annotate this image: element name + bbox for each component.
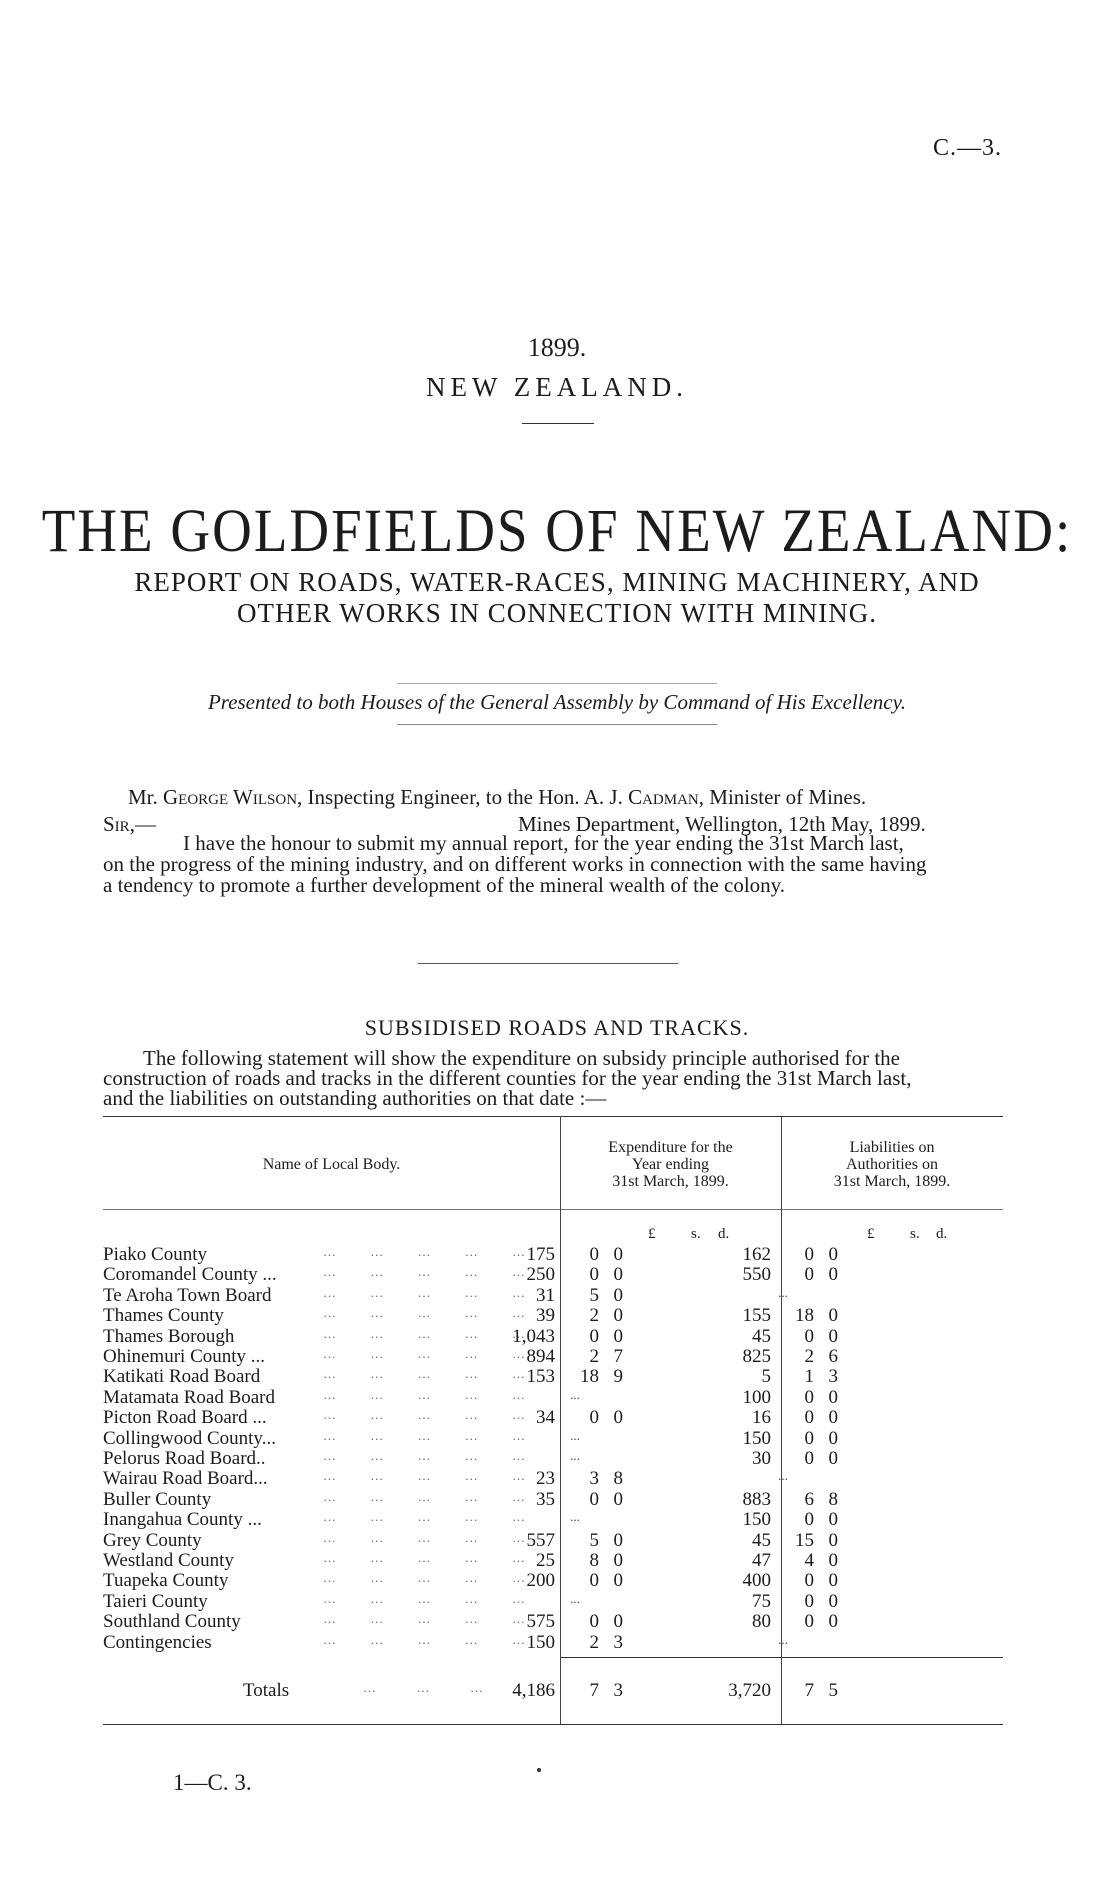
amount-pounds: 250: [526, 1264, 555, 1286]
leader-dots: … … … … …: [323, 1244, 528, 1259]
amount-pence: 3: [828, 1366, 838, 1388]
amount-shillings: 18: [795, 1305, 814, 1327]
column-header-name: Name of Local Body.: [262, 1156, 401, 1173]
amount-pounds: 155: [742, 1305, 771, 1327]
local-body-name: Wairau Road Board...: [103, 1468, 268, 1490]
local-body-name: Contingencies: [103, 1631, 212, 1653]
amount-shillings: 6: [804, 1488, 814, 1510]
local-body-name: Picton Road Board ...: [103, 1407, 267, 1429]
amount-pence: 0: [828, 1590, 838, 1612]
unit-pence: d.: [718, 1226, 730, 1242]
leader-dots: … … … … …: [323, 1366, 528, 1382]
leader-dots: … … …: [363, 1680, 486, 1695]
amount-shillings: 0: [804, 1386, 814, 1408]
amount-pounds: 16: [752, 1407, 771, 1429]
column-header-line: 31st March, 1899.: [612, 1173, 729, 1190]
local-body-name: Inangahua County ...: [103, 1509, 262, 1531]
amount-pounds: 80: [752, 1611, 771, 1633]
leader-dots: … … … … …: [323, 1386, 528, 1402]
amount-pence: 8: [828, 1488, 838, 1510]
table-row: [103, 1550, 1003, 1570]
leader-dots: … … … … …: [323, 1590, 528, 1606]
amount-pence: 0: [828, 1509, 838, 1531]
amount-pence: 0: [613, 1264, 623, 1286]
table-row: [103, 1509, 1003, 1529]
amount-pounds: 162: [742, 1244, 771, 1265]
amount-shillings: 0: [589, 1488, 599, 1510]
leader-dots: … … … … …: [323, 1448, 528, 1463]
local-body-name: Piako County: [103, 1244, 207, 1265]
local-body-name: Coromandel County ...: [103, 1264, 277, 1286]
table-row: [103, 1407, 1003, 1427]
amount-pounds: 100: [742, 1386, 771, 1408]
amount-shillings: 7: [589, 1680, 599, 1701]
leader-dots: … … … … …: [323, 1529, 528, 1545]
table-row: [103, 1611, 1003, 1631]
table-row: [103, 1346, 1003, 1366]
amount-pounds: 5: [761, 1366, 771, 1388]
amount-pounds: 550: [742, 1264, 771, 1286]
local-body-name: Thames Borough: [103, 1325, 235, 1347]
table-row: [103, 1570, 1003, 1590]
amount-pounds: 34: [536, 1407, 555, 1429]
column-header-expenditure: [560, 1139, 781, 1190]
amount-shillings: 7: [804, 1680, 814, 1701]
letter-body-line: a tendency to promote a further development of the mineral wealth of the colony.: [103, 873, 786, 897]
leader-dots: … … … … …: [323, 1509, 528, 1525]
table-row: [103, 1448, 1003, 1468]
local-body-name: Matamata Road Board: [103, 1386, 276, 1408]
amount-shillings: 0: [804, 1590, 814, 1612]
amount-pounds: 3,720: [728, 1680, 771, 1701]
leader-dots: … … … … …: [323, 1346, 528, 1361]
amount-pence: 0: [613, 1611, 623, 1633]
amount-pounds: 575: [526, 1611, 555, 1633]
amount-shillings: 0: [804, 1611, 814, 1633]
table-row: [103, 1428, 1003, 1448]
amount-shillings: 1: [804, 1366, 814, 1388]
amount-pounds: 25: [536, 1550, 555, 1571]
amount-pounds: 47: [752, 1550, 771, 1571]
amount-pounds: 30: [752, 1448, 771, 1469]
salutation-tail: ,—: [129, 812, 156, 836]
leader-dots: … … … … …: [323, 1570, 528, 1586]
amount-pence: 6: [828, 1346, 838, 1367]
leader-dots: … … … … …: [323, 1284, 528, 1300]
table-row: [103, 1326, 1003, 1346]
amount-shillings: 0: [804, 1427, 814, 1449]
not-applicable-mark: ...: [570, 1448, 580, 1463]
not-applicable-mark: ...: [570, 1427, 580, 1443]
table-row: [103, 1264, 1003, 1284]
letter-body-line: on the progress of the mining industry, and on different works in connection with the same having: [103, 852, 927, 876]
letter-address: [128, 785, 866, 810]
amount-pence: 0: [828, 1448, 838, 1469]
amount-shillings: 5: [589, 1529, 599, 1551]
amount-shillings: 0: [804, 1448, 814, 1469]
report-subtitle-line: OTHER WORKS IN CONNECTION WITH MINING.: [237, 598, 877, 628]
amount-shillings: 2: [589, 1305, 599, 1327]
country-heading: NEW ZEALAND.: [426, 372, 688, 402]
divider: [418, 963, 678, 964]
amount-shillings: 0: [589, 1570, 599, 1592]
local-body-name: Tuapeka County: [103, 1570, 229, 1592]
amount-pounds: 45: [752, 1529, 771, 1551]
amount-shillings: 0: [589, 1407, 599, 1429]
leader-dots: … … … … …: [323, 1427, 528, 1443]
page-mark: [537, 1768, 541, 1772]
section-intro-line: construction of roads and tracks in the different counties for the year ending the 31st March last,: [103, 1066, 912, 1090]
totals-row: [103, 1680, 1003, 1700]
unit-pound: £: [867, 1226, 875, 1242]
recipient-initials: A. J.: [583, 785, 623, 809]
amount-pounds: 825: [742, 1346, 771, 1367]
amount-shillings: 4: [804, 1550, 814, 1571]
amount-shillings: 2: [589, 1631, 599, 1653]
leader-dots: … … … … …: [323, 1407, 528, 1423]
section-intro-line: The following statement will show the expenditure on subsidy principle authorised for the: [143, 1046, 901, 1070]
amount-pounds: 35: [536, 1488, 555, 1510]
amount-pence: 0: [613, 1529, 623, 1551]
amount-shillings: 0: [804, 1407, 814, 1429]
amount-pounds: 150: [742, 1427, 771, 1449]
report-year: 1899.: [527, 333, 587, 362]
divider: [397, 724, 717, 725]
column-header-liabilities: [781, 1139, 1003, 1190]
table-row: [103, 1468, 1003, 1488]
table-row: [103, 1591, 1003, 1611]
letter-body-line: I have the honour to submit my annual report, for the year ending the 31st March last,: [183, 831, 904, 855]
leader-dots: … … … … …: [323, 1305, 528, 1321]
leader-dots: … … … … …: [323, 1264, 528, 1280]
unit-shillings: s.: [691, 1226, 701, 1242]
amount-pence: 0: [828, 1550, 838, 1571]
amount-shillings: 0: [589, 1325, 599, 1347]
recipient-role: , Minister of Mines.: [698, 785, 867, 809]
leader-dots: … … … … …: [323, 1488, 528, 1504]
not-applicable-mark: ...: [778, 1284, 788, 1300]
divider: [397, 683, 717, 684]
amount-pounds: 23: [536, 1468, 555, 1490]
sender-role: , Inspecting Engineer, to the Hon.: [297, 785, 580, 809]
amount-pounds: 200: [526, 1570, 555, 1592]
column-header-line: Expenditure for the: [608, 1139, 733, 1156]
table-row: [103, 1489, 1003, 1509]
recipient-name: Cadman: [628, 785, 699, 809]
report-subtitle: [0, 567, 1114, 629]
amount-pence: 0: [828, 1427, 838, 1449]
amount-pounds: 883: [742, 1488, 771, 1510]
presented-statement: Presented to both Houses of the General Assembly by Command of His Excellency.: [207, 690, 907, 714]
amount-pence: 0: [828, 1386, 838, 1408]
amount-pence: 3: [613, 1680, 623, 1701]
table-row: [103, 1530, 1003, 1550]
totals-label: Totals: [243, 1680, 290, 1701]
amount-shillings: 3: [589, 1468, 599, 1490]
sender-name: George Wilson: [163, 785, 298, 809]
report-title: THE GOLDFIELDS OF NEW ZEALAND:: [41, 496, 1073, 565]
letter-dateline: Mines Department, Wellington, 12th May, 1899.: [518, 812, 926, 836]
amount-shillings: 2: [589, 1346, 599, 1367]
local-body-name: Taieri County: [103, 1590, 208, 1612]
not-applicable-mark: ...: [570, 1509, 580, 1525]
amount-pence: 0: [613, 1407, 623, 1429]
amount-pence: 9: [613, 1366, 623, 1388]
amount-pence: 0: [613, 1570, 623, 1592]
amount-shillings: 0: [804, 1244, 814, 1265]
paper-reference: C.—3.: [932, 135, 1002, 161]
table-header-rule: [103, 1209, 1003, 1210]
leader-dots: … … … … …: [323, 1325, 528, 1341]
amount-pence: 0: [828, 1529, 838, 1551]
amount-shillings: 2: [804, 1346, 814, 1367]
amount-pence: 0: [613, 1305, 623, 1327]
divider: [522, 423, 594, 424]
local-body-name: Katikati Road Board: [103, 1366, 261, 1388]
unit-pence: d.: [936, 1226, 948, 1242]
table-bottom-rule: [103, 1724, 1003, 1725]
table-row: [103, 1285, 1003, 1305]
footer-signature: 1—C. 3.: [173, 1770, 252, 1795]
amount-pounds: 400: [742, 1570, 771, 1592]
amount-shillings: 0: [804, 1264, 814, 1286]
amount-pence: 7: [613, 1346, 623, 1367]
table-row: [103, 1632, 1003, 1652]
amount-pounds: 31: [536, 1284, 555, 1306]
not-applicable-mark: ...: [778, 1468, 788, 1484]
amount-pounds: 39: [536, 1305, 555, 1327]
not-applicable-mark: ...: [778, 1631, 788, 1647]
amount-pounds: 4,186: [512, 1680, 555, 1701]
column-header-line: Year ending: [631, 1156, 710, 1173]
amount-shillings: 0: [589, 1244, 599, 1265]
unit-shillings: s.: [910, 1226, 920, 1242]
amount-shillings: 0: [589, 1611, 599, 1633]
column-header-line: Authorities on: [846, 1156, 938, 1173]
amount-pence: 0: [828, 1325, 838, 1347]
amount-pounds: 175: [526, 1244, 555, 1265]
amount-pence: 0: [828, 1570, 838, 1592]
table-row: [103, 1387, 1003, 1407]
amount-pounds: 153: [526, 1366, 555, 1388]
table-row: [103, 1366, 1003, 1386]
amount-shillings: 0: [589, 1264, 599, 1286]
table-row: [103, 1305, 1003, 1325]
local-body-name: Pelorus Road Board..: [103, 1448, 266, 1469]
amount-pounds: 150: [742, 1509, 771, 1531]
local-body-name: Buller County: [103, 1488, 212, 1510]
leader-dots: … … … … …: [323, 1631, 528, 1647]
not-applicable-mark: ...: [570, 1590, 580, 1606]
table-top-rule: [103, 1116, 1003, 1117]
address-mr: Mr.: [128, 785, 158, 809]
amount-pence: 0: [613, 1284, 623, 1306]
leader-dots: … … … … …: [323, 1550, 528, 1565]
amount-pence: 0: [613, 1325, 623, 1347]
amount-pence: 0: [613, 1550, 623, 1571]
amount-pence: 0: [828, 1264, 838, 1286]
table-row: [103, 1244, 1003, 1264]
amount-pence: 0: [828, 1407, 838, 1429]
section-heading: SUBSIDISED ROADS AND TRACKS.: [364, 1015, 750, 1040]
amount-shillings: 8: [589, 1550, 599, 1571]
local-body-name: Ohinemuri County ...: [103, 1346, 266, 1367]
amount-pounds: 894: [526, 1346, 555, 1367]
salutation-word: Sir: [103, 812, 130, 836]
amount-shillings: 0: [804, 1325, 814, 1347]
amount-pence: 3: [613, 1631, 623, 1653]
amount-pounds: 1,043: [512, 1325, 555, 1347]
amount-pence: 0: [828, 1611, 838, 1633]
amount-pence: 5: [828, 1680, 838, 1701]
amount-shillings: 0: [804, 1509, 814, 1531]
not-applicable-mark: ...: [570, 1386, 580, 1402]
amount-pence: 0: [613, 1244, 623, 1265]
local-body-name: Te Aroha Town Board: [103, 1284, 272, 1306]
amount-pence: 0: [828, 1305, 838, 1327]
local-body-name: Southland County: [103, 1611, 241, 1633]
amount-pounds: 75: [752, 1590, 771, 1612]
leader-dots: … … … … …: [323, 1611, 528, 1627]
section-intro-line: and the liabilities on outstanding authorities on that date :—: [103, 1086, 607, 1110]
amount-pence: 0: [613, 1488, 623, 1510]
amount-shillings: 15: [795, 1529, 814, 1551]
amount-pounds: 557: [526, 1529, 555, 1551]
local-body-name: Westland County: [103, 1550, 234, 1571]
amount-shillings: 5: [589, 1284, 599, 1306]
amount-pounds: 150: [526, 1631, 555, 1653]
amount-shillings: 18: [580, 1366, 599, 1388]
local-body-name: Grey County: [103, 1529, 202, 1551]
unit-pound: £: [648, 1226, 656, 1242]
amount-pounds: 45: [752, 1325, 771, 1347]
column-header-line: 31st March, 1899.: [833, 1173, 951, 1190]
amount-shillings: 0: [804, 1570, 814, 1592]
amount-pence: 8: [613, 1468, 623, 1490]
column-header-line: Liabilities on: [849, 1139, 935, 1156]
local-body-name: Thames County: [103, 1305, 224, 1327]
report-subtitle-line: REPORT ON ROADS, WATER-RACES, MINING MACHINERY, AND: [134, 567, 980, 597]
leader-dots: … … … … …: [323, 1468, 528, 1484]
local-body-name: Collingwood County...: [103, 1427, 276, 1449]
amount-pence: 0: [828, 1244, 838, 1265]
